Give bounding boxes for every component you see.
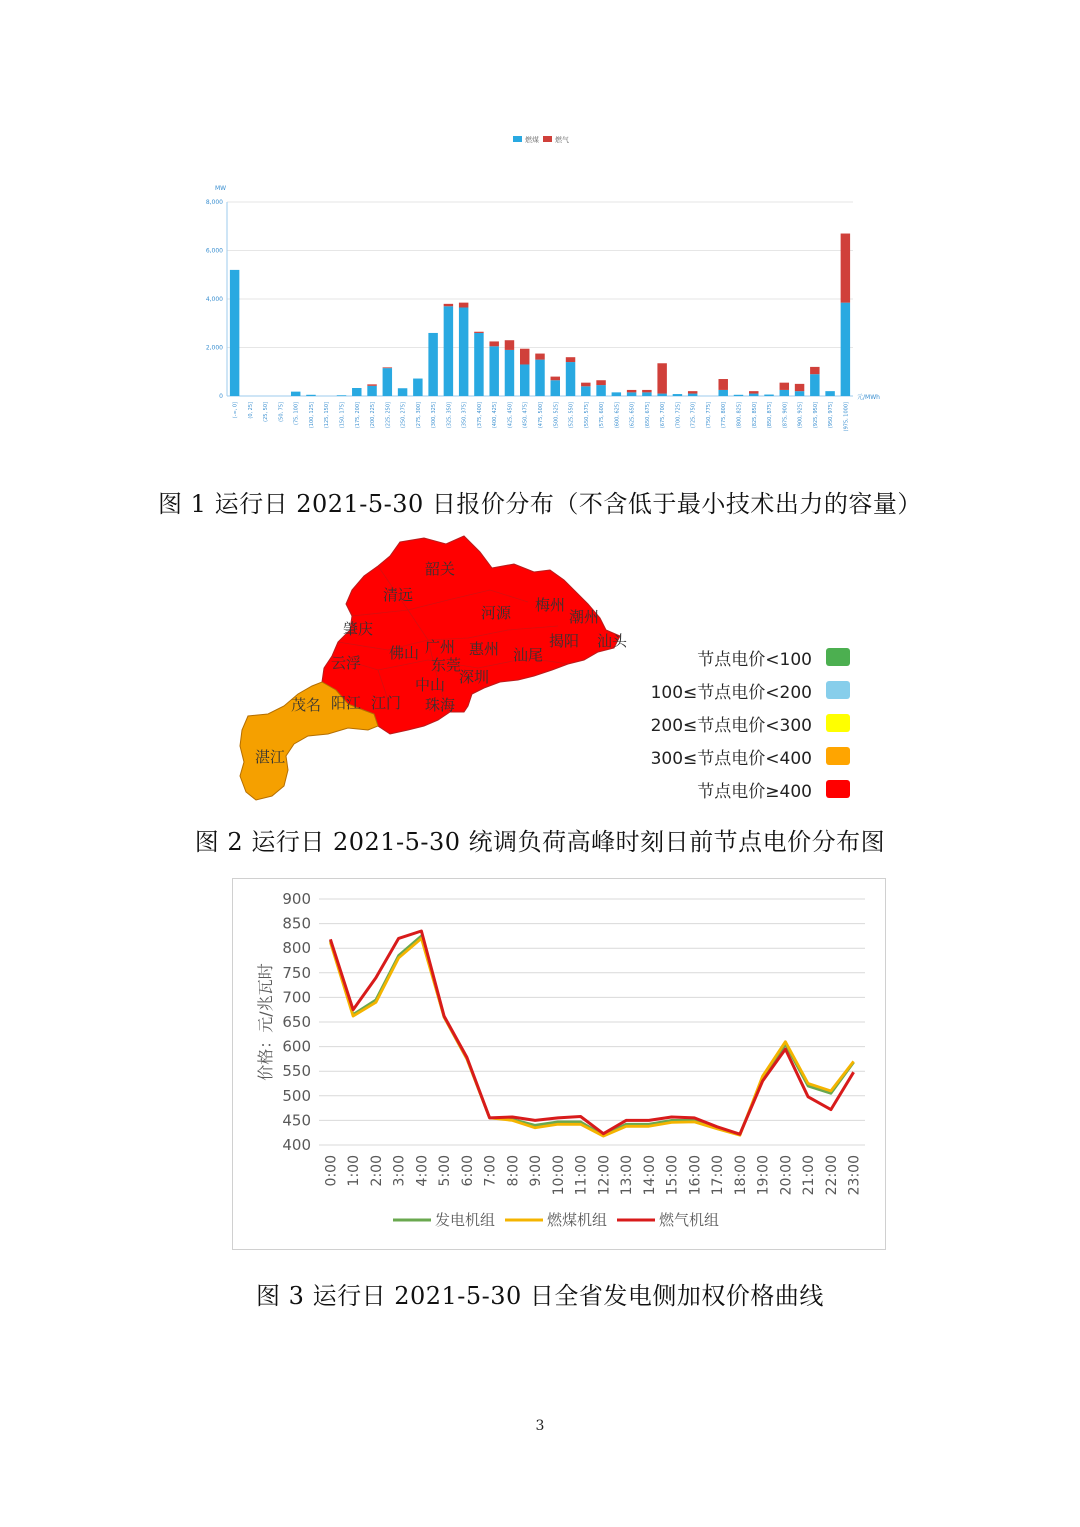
fig1-bar-coal: [459, 307, 468, 396]
map-legend-item: [640, 646, 850, 668]
fig3-y-tick: 850: [282, 914, 311, 933]
fig3-x-tick: 22:00: [823, 1155, 840, 1196]
fig1-x-tick: (500, 525]: [553, 402, 560, 429]
figure3-svg: [233, 879, 885, 1249]
figure1-chart: [195, 128, 895, 438]
fig1-legend-label: 燃气: [555, 136, 569, 144]
map-label: 湛江: [254, 748, 286, 766]
fig1-bar-coal: [795, 391, 804, 396]
fig3-legend-item: [505, 1211, 607, 1229]
fig3-x-tick: 12:00: [596, 1155, 613, 1196]
fig1-x-tick: (250, 275]: [400, 402, 407, 429]
fig1-x-tick: (975, 1000]: [843, 402, 850, 432]
map-label: 佛山: [388, 644, 420, 662]
fig1-x-tick: (700, 725]: [675, 402, 682, 429]
fig3-legend-label: 燃气机组: [659, 1211, 720, 1229]
fig1-x-tick: (675, 700]: [660, 402, 667, 429]
fig3-y-tick: 650: [282, 1013, 311, 1031]
fig1-x-tick: (925, 950]: [812, 402, 819, 429]
fig1-x-tick: (800, 825]: [736, 402, 743, 429]
figure1-caption: 图 1 运行日 2021-5-30 日报价分布（不含低于最小技术出力的容量）: [158, 490, 922, 518]
fig1-bar-gas: [551, 377, 560, 381]
map-label: 江门: [370, 694, 402, 712]
fig1-bar-coal: [306, 395, 315, 396]
fig1-bar-gas: [581, 383, 590, 387]
fig1-x-tick: (225, 250]: [385, 402, 392, 429]
fig1-bar-coal: [428, 333, 437, 396]
fig1-x-tick: (625, 650]: [629, 402, 636, 429]
fig1-bar-coal: [505, 350, 514, 396]
map-label: 茂名: [290, 696, 322, 714]
fig1-bar-coal: [810, 374, 819, 396]
fig1-bar-coal: [642, 392, 651, 396]
fig1-bar-gas: [795, 384, 804, 391]
fig3-x-tick: 14:00: [641, 1155, 658, 1196]
fig3-x-tick: 17:00: [710, 1155, 727, 1196]
map-legend-swatch: [826, 747, 850, 765]
fig1-bar-coal: [383, 368, 392, 396]
figure3-chart: [232, 878, 886, 1250]
fig1-bar-coal: [673, 394, 682, 396]
fig1-bar-gas: [718, 379, 727, 390]
fig1-bar-coal: [734, 395, 743, 396]
fig1-bar-coal: [749, 394, 758, 396]
map-legend-item: [640, 745, 850, 767]
fig3-x-tick: 10:00: [550, 1155, 567, 1196]
fig1-bar-coal: [841, 303, 850, 396]
fig3-x-tick: 18:00: [732, 1155, 749, 1196]
map-label: 揭阳: [548, 632, 580, 650]
map-legend-label: 节点电价<100: [697, 649, 812, 670]
fig1-x-tick: (275, 300]: [415, 402, 422, 429]
fig1-x-tick: (350, 375]: [461, 402, 468, 429]
map-legend-item: [640, 778, 850, 800]
fig3-x-tick: 23:00: [846, 1155, 863, 1196]
fig1-bar-gas: [474, 332, 483, 333]
fig1-y-tick: 2,000: [205, 344, 223, 352]
figure1-svg: [195, 128, 895, 438]
fig1-bar-coal: [230, 270, 239, 396]
fig3-x-tick: 8:00: [505, 1155, 522, 1187]
fig1-x-tick: (25, 50]: [263, 402, 270, 422]
map-label: 中山: [414, 676, 446, 694]
fig3-x-tick: 1:00: [346, 1155, 363, 1187]
fig1-x-tick: (550, 575]: [583, 402, 590, 429]
fig3-y-tick: 700: [282, 988, 311, 1007]
fig3-series-line: [330, 938, 853, 1136]
fig1-x-unit: 元/MWh: [857, 394, 880, 401]
fig1-bar-gas: [489, 341, 498, 346]
fig1-x-tick: (325, 350]: [446, 402, 453, 429]
fig1-x-tick: (725, 750]: [690, 402, 697, 429]
map-label: 东莞: [430, 656, 462, 674]
fig3-y-tick: 800: [282, 939, 311, 958]
fig1-bar-coal: [413, 379, 422, 396]
fig1-bar-gas: [444, 304, 453, 306]
fig3-y-tick: 500: [282, 1086, 311, 1105]
fig1-x-tick: (-∞, 0]: [232, 402, 239, 419]
figure2-caption: 图 2 运行日 2021-5-30 统调负荷高峰时刻日前节点电价分布图: [194, 828, 886, 856]
fig1-y-tick: 0: [219, 393, 223, 400]
map-legend-label: 200≤节点电价<300: [650, 715, 812, 736]
fig1-x-tick: (575, 600]: [599, 402, 606, 429]
fig1-x-tick: (750, 775]: [705, 402, 712, 429]
map-legend-label: 300≤节点电价<400: [650, 748, 812, 769]
fig3-y-tick: 450: [282, 1111, 311, 1130]
fig1-bar-coal: [398, 388, 407, 396]
map-label: 深圳: [458, 668, 490, 686]
fig3-x-tick: 11:00: [573, 1155, 590, 1196]
fig1-x-tick: (850, 875]: [767, 402, 774, 429]
fig1-bar-coal: [764, 395, 773, 396]
fig1-bar-gas: [383, 367, 392, 368]
fig1-x-tick: (825, 850]: [751, 402, 758, 429]
fig1-x-tick: (400, 425]: [492, 402, 499, 429]
fig1-x-tick: (50, 75]: [278, 402, 285, 422]
fig3-y-tick: 550: [282, 1062, 311, 1081]
fig1-x-tick: (900, 925]: [797, 402, 804, 429]
map-legend-label: 100≤节点电价<200: [650, 682, 812, 703]
fig3-x-tick: 3:00: [391, 1155, 408, 1187]
fig1-x-tick: (475, 500]: [538, 402, 544, 429]
fig3-x-tick: 21:00: [801, 1155, 818, 1196]
map-label: 阳江: [330, 694, 362, 712]
map-label: 广州: [424, 638, 456, 656]
fig1-bar-gas: [657, 363, 666, 393]
fig1-bar-coal: [551, 380, 560, 396]
fig3-x-tick: 6:00: [459, 1155, 476, 1187]
map-label: 珠海: [424, 696, 456, 714]
fig1-bar-coal: [367, 386, 376, 396]
fig1-bar-coal: [657, 394, 666, 396]
fig3-series-line: [330, 931, 853, 1134]
fig1-x-tick: (0, 25]: [247, 402, 254, 419]
map-legend-swatch: [826, 714, 850, 732]
fig3-x-tick: 9:00: [528, 1155, 545, 1187]
fig3-x-tick: 16:00: [687, 1155, 704, 1196]
fig1-bar-gas: [505, 340, 514, 350]
guangdong-map: [228, 530, 628, 810]
fig3-legend-item: [617, 1211, 719, 1229]
fig1-x-tick: (375, 400]: [476, 402, 483, 429]
fig1-x-tick: (300, 325]: [431, 402, 438, 429]
map-legend-label: 节点电价≥400: [697, 781, 812, 802]
fig1-bar-gas: [627, 390, 636, 392]
fig3-x-tick: 19:00: [755, 1155, 772, 1196]
fig1-bar-coal: [566, 362, 575, 396]
map-label: 惠州: [468, 640, 500, 658]
fig1-bar-coal: [596, 385, 605, 396]
fig1-bar-coal: [688, 394, 697, 396]
fig1-bar-coal: [520, 364, 529, 396]
fig1-x-tick: (525, 550]: [568, 402, 575, 429]
fig3-x-tick: 2:00: [368, 1155, 385, 1187]
fig1-bar-coal: [489, 346, 498, 396]
fig1-bar-gas: [566, 357, 575, 362]
fig3-y-tick: 900: [282, 890, 311, 908]
fig1-bar-coal: [780, 390, 789, 396]
fig1-bar-gas: [749, 391, 758, 393]
fig1-bar-gas: [596, 380, 605, 385]
fig1-bar-coal: [718, 390, 727, 396]
fig1-x-tick: (175, 200]: [354, 402, 361, 429]
map-legend-swatch: [826, 681, 850, 699]
map-label: 汕尾: [512, 646, 544, 664]
fig1-legend-item: [513, 135, 539, 144]
map-label: 肇庆: [342, 620, 374, 638]
page-number: 3: [535, 1418, 545, 1434]
map-legend-swatch: [826, 648, 850, 666]
fig1-y-tick: 4,000: [205, 296, 223, 303]
fig3-series-line: [330, 936, 853, 1135]
fig3-y-label: 价格：元/兆瓦时: [256, 963, 275, 1081]
fig1-y-tick: 6,000: [205, 247, 223, 255]
fig1-bar-coal: [474, 333, 483, 396]
fig1-y-tick: 8,000: [205, 199, 223, 206]
fig1-bar-coal: [444, 306, 453, 396]
fig1-x-tick: (425, 450]: [507, 402, 514, 429]
fig3-x-tick: 0:00: [323, 1155, 340, 1187]
fig1-x-tick: (875, 900]: [782, 402, 789, 429]
fig1-bar-gas: [688, 391, 697, 393]
fig3-y-tick: 750: [282, 963, 311, 982]
fig1-bar-coal: [352, 388, 361, 396]
fig1-legend-swatch: [513, 136, 522, 142]
fig1-bar-coal: [612, 392, 621, 396]
map-legend-swatch: [826, 780, 850, 798]
fig1-bar-coal: [337, 395, 346, 396]
fig1-bar-coal: [825, 391, 834, 396]
fig1-bar-gas: [367, 384, 376, 385]
fig1-bar-gas: [535, 354, 544, 360]
fig1-legend-item: [543, 135, 569, 144]
fig1-x-tick: (950, 975]: [828, 402, 835, 429]
map-label: 汕头: [596, 632, 628, 650]
fig1-bar-gas: [780, 383, 789, 390]
fig1-bar-gas: [841, 234, 850, 303]
fig3-x-tick: 4:00: [414, 1155, 431, 1187]
fig1-x-tick: (75, 100]: [293, 402, 300, 425]
map-legend-item: [640, 712, 850, 734]
fig3-legend-label: 发电机组: [435, 1211, 496, 1229]
fig3-y-tick: 600: [282, 1037, 311, 1056]
fig1-x-tick: (150, 175]: [339, 402, 346, 429]
fig1-bar-gas: [520, 349, 529, 365]
fig1-bar-coal: [581, 386, 590, 396]
fig1-x-tick: (650, 675]: [644, 402, 651, 429]
fig1-x-tick: (775, 800]: [721, 402, 728, 429]
fig3-legend-item: [393, 1211, 495, 1229]
fig3-x-tick: 13:00: [619, 1155, 636, 1196]
map-label: 河源: [480, 604, 512, 622]
map-label: 云浮: [330, 654, 362, 672]
fig3-x-tick: 20:00: [778, 1155, 795, 1196]
fig3-x-tick: 5:00: [437, 1155, 454, 1187]
fig1-x-tick: (125, 150]: [324, 402, 331, 429]
fig1-bar-coal: [627, 392, 636, 396]
fig3-y-tick: 400: [282, 1136, 311, 1154]
fig1-x-tick: (100, 125]: [308, 402, 315, 429]
fig3-x-tick: 15:00: [664, 1155, 681, 1196]
fig3-legend-label: 燃煤机组: [547, 1211, 608, 1229]
map-label: 清远: [382, 586, 414, 604]
map-label: 梅州: [534, 596, 566, 614]
fig1-x-tick: (450, 475]: [522, 402, 529, 429]
fig1-x-tick: (200, 225]: [370, 402, 377, 429]
map-label: 韶关: [424, 560, 456, 578]
fig1-legend-label: 燃煤: [525, 136, 539, 144]
map-legend-item: [640, 679, 850, 701]
fig1-x-tick: (600, 625]: [614, 402, 621, 429]
fig1-bar-gas: [810, 367, 819, 374]
fig1-legend-swatch: [543, 136, 552, 142]
figure2-legend: [640, 646, 880, 806]
map-label: 潮州: [568, 608, 600, 626]
fig1-bar-gas: [642, 390, 651, 392]
fig1-bar-coal: [291, 392, 300, 396]
figure3-caption: 图 3 运行日 2021-5-30 日全省发电侧加权价格曲线: [256, 1282, 824, 1310]
figure2-map: [228, 530, 628, 810]
fig1-y-unit: MW: [215, 185, 227, 192]
fig3-x-tick: 7:00: [482, 1155, 499, 1187]
fig1-bar-coal: [535, 360, 544, 396]
fig1-bar-gas: [459, 303, 468, 308]
